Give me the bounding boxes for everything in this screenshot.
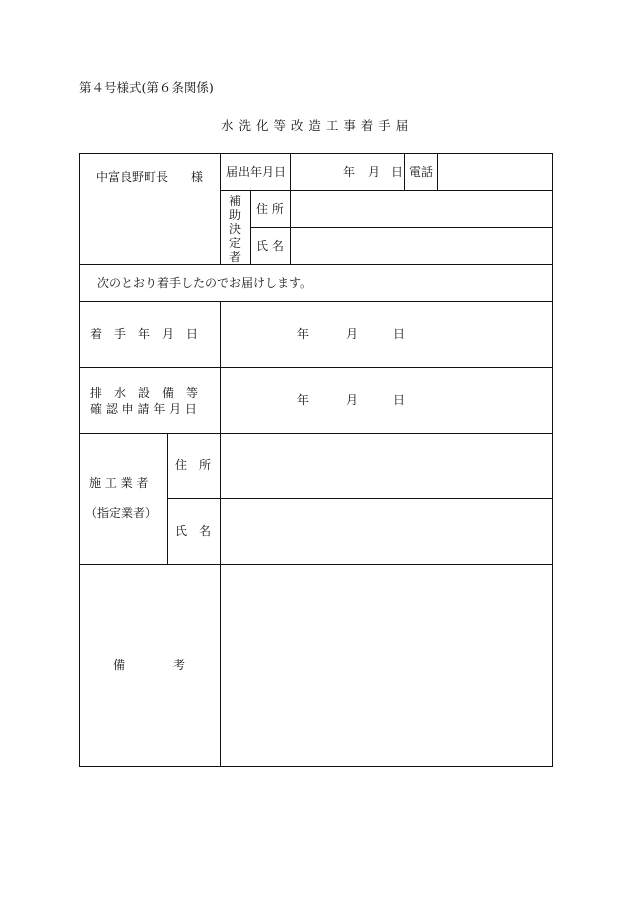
- form-number: 第４号様式(第６条関係): [79, 80, 214, 95]
- confirm-month-label: 月: [346, 393, 359, 407]
- recipient-address-field[interactable]: [291, 191, 552, 226]
- phone-label: 電話: [409, 165, 434, 179]
- confirm-date-field[interactable]: [221, 368, 552, 432]
- divider: [220, 153, 221, 264]
- confirm-date-label-line1: 排 水 設 備 等: [90, 386, 199, 400]
- phone-field[interactable]: [438, 154, 552, 189]
- start-date-field[interactable]: [221, 302, 552, 366]
- remarks-label: 備 考: [113, 658, 186, 672]
- submission-year-label: 年: [343, 165, 356, 179]
- divider: [167, 433, 168, 564]
- start-day-label: 日: [393, 327, 406, 341]
- confirm-date-label-line2: 確 認 申 請 年 月 日: [90, 402, 197, 416]
- form-title: 水 洗 化 等 改 造 工 事 着 手 届: [221, 118, 409, 133]
- recipient-name-field[interactable]: [291, 228, 552, 263]
- submission-month-label: 月: [368, 165, 381, 179]
- divider: [404, 153, 405, 190]
- divider: [250, 190, 251, 264]
- subsidy-recipient-label: 補 助 決 定 者: [228, 194, 241, 264]
- submission-date-label: 届出年月日: [226, 165, 287, 179]
- notice-text: 次のとおり着手したのでお届けします。: [97, 276, 313, 290]
- remarks-field[interactable]: [221, 565, 552, 766]
- addressee-name: 中富良野町長: [96, 170, 169, 184]
- divider: [79, 264, 553, 265]
- contractor-label: 施 工 業 者: [89, 476, 149, 490]
- contractor-sublabel: （指定業者）: [85, 506, 158, 520]
- contractor-address-field[interactable]: [221, 434, 552, 497]
- start-year-label: 年: [297, 327, 310, 341]
- confirm-day-label: 日: [393, 393, 406, 407]
- contractor-address-label: 住 所: [175, 458, 212, 472]
- submission-day-label: 日: [391, 165, 404, 179]
- recipient-name-label: 氏 名: [256, 239, 284, 253]
- start-month-label: 月: [346, 327, 359, 341]
- recipient-address-label: 住 所: [256, 202, 284, 216]
- addressee-honorific: 様: [191, 170, 204, 184]
- start-date-label: 着 手 年 月 日: [90, 327, 199, 341]
- contractor-name-field[interactable]: [221, 499, 552, 563]
- confirm-year-label: 年: [297, 393, 310, 407]
- contractor-name-label: 氏 名: [175, 524, 212, 538]
